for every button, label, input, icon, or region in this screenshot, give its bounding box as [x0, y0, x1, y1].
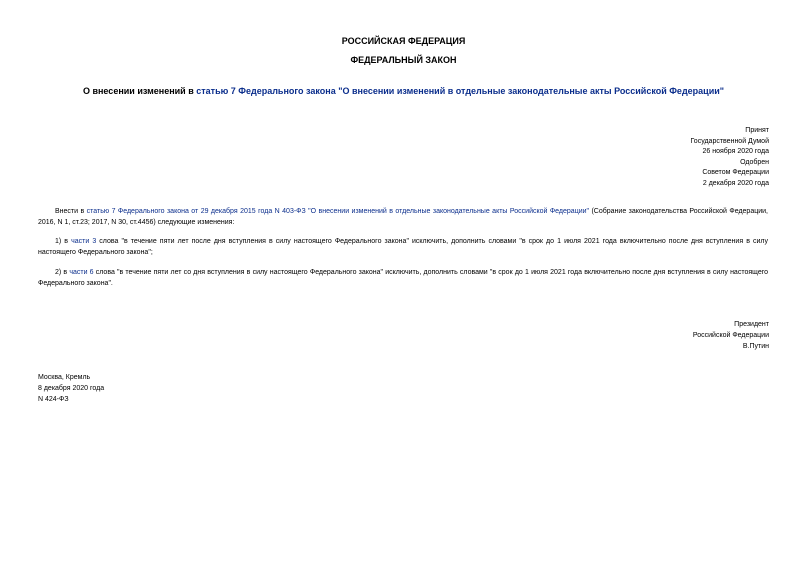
country-heading: РОССИЙСКАЯ ФЕДЕРАЦИЯ — [341, 36, 466, 46]
p3-suffix: слова "в течение пяти лет со дня вступления в силу настоящего Федерального закона" исключить, дополнить словами "в срок до 1 июля 2021 года включительно после дня вступления в силу настоящего Федерального закона". — [38, 269, 768, 287]
paragraph-intro — [38, 207, 768, 228]
p2-suffix: слова "в течение пяти лет после дня вступления в силу настоящего Федерального закона" исключить, дополнить словами "в срок до 1 июля 2021 года включительно после дня вступления в силу настоящего Федерального закона"; — [38, 238, 768, 256]
signature-line-2: Российской Федерации — [692, 331, 769, 339]
doc-type-heading: ФЕДЕРАЛЬНЫЙ ЗАКОН — [350, 55, 457, 65]
place-date-block — [38, 373, 104, 405]
adoption-block — [629, 126, 769, 190]
adoption-line-1: Принят — [745, 127, 769, 134]
paragraph-item-2 — [38, 268, 768, 289]
paragraph-item-1 — [38, 237, 768, 258]
p3-part-link[interactable]: части 6 — [69, 269, 94, 276]
signature-block — [629, 320, 769, 352]
adoption-line-3: 26 ноября 2020 года — [702, 148, 769, 156]
p1-prefix: Внести в — [55, 208, 87, 215]
signature-line-3: В.Путин — [742, 342, 769, 350]
p1-suffix: (Собрание законодательства Российской Федерации, 2016, N 1, ст.23; 2017, N 30, ст.4456) следующие изменения: — [38, 208, 768, 226]
place-line-1: Москва, Кремль — [38, 374, 91, 381]
p1-article-link[interactable]: статью 7 Федерального закона от 29 декабря 2015 года N 403-ФЗ "О внесении изменений в отдельные законодательные акты Российской Федерации" — [86, 208, 590, 215]
place-line-2: 8 декабря 2020 года — [38, 384, 105, 392]
adoption-line-5: Советом Федерации — [702, 169, 769, 177]
law-title-prefix: О внесении изменений в — [82, 86, 197, 96]
place-line-3: N 424-ФЗ — [38, 395, 69, 403]
p2-part-link[interactable]: части 3 — [71, 238, 97, 245]
adoption-line-6: 2 декабря 2020 года — [702, 179, 769, 187]
p3-prefix: 2) в — [55, 269, 70, 276]
adoption-line-4: Одобрен — [740, 158, 769, 166]
adoption-line-2: Государственной Думой — [690, 137, 769, 145]
p2-prefix: 1) в — [55, 238, 72, 245]
signature-line-1: Президент — [734, 321, 769, 328]
law-title-link[interactable]: статью 7 Федерального закона "О внесении изменений в отдельные законодательные акты Российской Федерации" — [196, 86, 725, 96]
law-title — [0, 86, 807, 96]
